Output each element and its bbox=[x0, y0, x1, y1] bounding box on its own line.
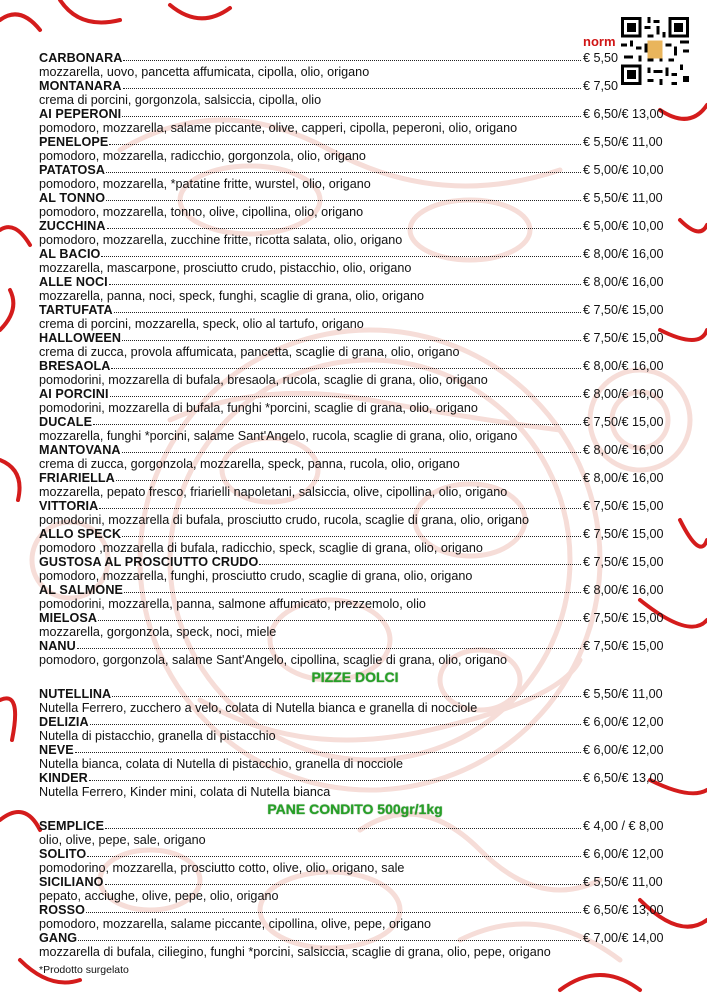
menu-item-name: PENELOPE bbox=[39, 135, 109, 149]
menu-item-row bbox=[39, 415, 671, 429]
menu-item-price: € 5,50/€ 11,00 bbox=[583, 687, 663, 701]
menu-item-row bbox=[39, 331, 671, 345]
menu-item-price: € 8,00/€ 16,00 bbox=[583, 247, 664, 261]
menu-item-price: € 7,50/€ 15,00 bbox=[583, 415, 664, 429]
menu-item bbox=[39, 471, 671, 499]
menu-item-description: mozzarella, pepato fresco, friarielli napoletani, salsiccia, olive, cipollina, olio, origano bbox=[39, 485, 508, 499]
menu-item-price: € 8,00/€ 16,00 bbox=[583, 471, 664, 485]
menu-item-row bbox=[39, 387, 671, 401]
menu-item-name: GANG bbox=[39, 931, 78, 945]
menu-item bbox=[39, 715, 671, 743]
menu-item bbox=[39, 527, 671, 555]
dot-leader bbox=[122, 106, 581, 117]
dot-leader bbox=[105, 874, 581, 885]
menu-item-name: BRESAOLA bbox=[39, 359, 111, 373]
menu-item-description: crema di porcini, mozzarella, speck, olio al tartufo, origano bbox=[39, 317, 364, 331]
menu-item bbox=[39, 107, 671, 135]
menu-item-price: € 5,50/€ 11,00 bbox=[583, 875, 663, 889]
menu-item-name: AL TONNO bbox=[39, 191, 106, 205]
menu-item-description: pomodorini, mozzarella di bufala, bresaola, rucola, scaglie di grana, olio, origano bbox=[39, 373, 488, 387]
menu-item-description: Nutella Ferrero, zucchero a velo, colata di Nutella bianca e granella di nocciole bbox=[39, 701, 478, 715]
menu-item-price: € 8,00/€ 16,00 bbox=[583, 359, 664, 373]
menu-item-description: mozzarella, mascarpone, prosciutto crudo, pistacchio, olio, origano bbox=[39, 261, 412, 275]
menu-item-price: € 8,00/€ 16,00 bbox=[583, 275, 664, 289]
pane-list bbox=[39, 819, 671, 959]
dot-leader bbox=[259, 554, 581, 565]
menu-item-name: SOLITO bbox=[39, 847, 87, 861]
menu-item bbox=[39, 555, 671, 583]
dot-leader bbox=[111, 358, 581, 369]
menu-item-price: € 8,00/€ 16,00 bbox=[583, 443, 664, 457]
footnote: *Prodotto surgelato bbox=[39, 964, 129, 976]
menu-item-price: € 6,00/€ 12,00 bbox=[583, 743, 664, 757]
menu-item-row bbox=[39, 931, 671, 945]
menu-item-price: € 5,00/€ 10,00 bbox=[583, 219, 664, 233]
menu-item-row bbox=[39, 303, 671, 317]
menu-item-name: HALLOWEEN bbox=[39, 331, 122, 345]
menu-item-name: MONTANARA bbox=[39, 79, 122, 93]
menu-item bbox=[39, 743, 671, 771]
menu-item-row bbox=[39, 771, 671, 785]
menu-item-name: ZUCCHINA bbox=[39, 219, 106, 233]
menu-item-name: SEMPLICE bbox=[39, 819, 105, 833]
menu-item-price: € 6,50/€ 13,00 bbox=[583, 107, 664, 121]
menu-item-description: mozzarella, uovo, pancetta affumicata, cipolla, olio, origano bbox=[39, 65, 370, 79]
menu-item-price: € 7,50/€ 15,00 bbox=[583, 555, 664, 569]
menu-item-description: mozzarella di bufala, ciliegino, funghi *porcini, salsiccia, scaglie di grana, olio, pepe, origano bbox=[39, 945, 551, 959]
menu-item-description: pomodoro, mozzarella, radicchio, gorgonzola, olio, origano bbox=[39, 149, 366, 163]
menu-item-row bbox=[39, 107, 671, 121]
menu-item bbox=[39, 163, 671, 191]
dot-leader bbox=[99, 498, 581, 509]
menu-item-row bbox=[39, 191, 671, 205]
menu-item-price: € 4,00 / € 8,00 bbox=[583, 819, 664, 833]
dot-leader bbox=[106, 190, 581, 201]
menu-item-price: € 6,50/€ 13,00 bbox=[583, 771, 664, 785]
menu-item-row bbox=[39, 555, 671, 569]
menu-item bbox=[39, 875, 671, 903]
menu-item bbox=[39, 771, 671, 799]
menu-item-price: € 7,50/€ 15,00 bbox=[583, 639, 664, 653]
menu-item-name: FRIARIELLA bbox=[39, 471, 115, 485]
menu-item-description: crema di zucca, provola affumicata, pancetta, scaglie di grana, olio, origano bbox=[39, 345, 460, 359]
menu-item bbox=[39, 191, 671, 219]
menu-item-description: pepato, acciughe, olive, pepe, olio, origano bbox=[39, 889, 279, 903]
menu-item-row bbox=[39, 163, 671, 177]
menu-item-name: AI PEPERONI bbox=[39, 107, 122, 121]
menu-item bbox=[39, 79, 671, 107]
menu-item-name: NANU bbox=[39, 639, 76, 653]
menu-item-price: € 7,50/€ 15,00 bbox=[583, 527, 664, 541]
menu-item-row bbox=[39, 875, 671, 889]
menu-item bbox=[39, 415, 671, 443]
menu-item-price: € 7,50 bbox=[583, 79, 619, 93]
menu-item-row bbox=[39, 819, 671, 833]
menu-item-row bbox=[39, 275, 671, 289]
menu-item-row bbox=[39, 219, 671, 233]
menu-item-price: € 6,00/€ 12,00 bbox=[583, 715, 664, 729]
menu-item-description: pomodoro, mozzarella, tonno, olive, cipollina, olio, origano bbox=[39, 205, 364, 219]
menu-item-name: ALLO SPECK bbox=[39, 527, 122, 541]
dot-leader bbox=[122, 526, 581, 537]
menu-item-name: NUTELLINA bbox=[39, 687, 112, 701]
dot-leader bbox=[122, 330, 581, 341]
menu-item bbox=[39, 611, 671, 639]
menu-item-description: pomodoro ,mozzarella di bufala, radicchio, speck, scaglie di grana, olio, origano bbox=[39, 541, 483, 555]
menu-item-price: € 7,50/€ 15,00 bbox=[583, 499, 664, 513]
menu-item-description: pomodoro, mozzarella, *patatine fritte, wurstel, olio, origano bbox=[39, 177, 371, 191]
menu-item-row bbox=[39, 79, 671, 93]
dot-leader bbox=[110, 386, 581, 397]
menu-item bbox=[39, 687, 671, 715]
menu-item-description: pomodorini, mozzarella di bufala, funghi *porcini, scaglie di grana, olio, origano bbox=[39, 401, 478, 415]
menu-item-description: pomodoro, mozzarella, salame piccante, olive, capperi, cipolla, peperoni, olio, origano bbox=[39, 121, 518, 135]
menu-item bbox=[39, 275, 671, 303]
dot-leader bbox=[123, 50, 581, 61]
menu-item bbox=[39, 387, 671, 415]
menu-item bbox=[39, 819, 671, 847]
menu bbox=[39, 51, 671, 959]
dot-leader bbox=[109, 274, 581, 285]
menu-item-row bbox=[39, 359, 671, 373]
menu-item bbox=[39, 499, 671, 527]
section-title-dolci: PIZZE DOLCI bbox=[311, 669, 399, 685]
dot-leader bbox=[93, 414, 581, 425]
menu-item-description: Nutella di pistacchio, granella di pistacchio bbox=[39, 729, 276, 743]
menu-item-price: € 8,00/€ 16,00 bbox=[583, 583, 664, 597]
dot-leader bbox=[109, 134, 581, 145]
menu-item bbox=[39, 931, 671, 959]
menu-item-price: € 5,00/€ 10,00 bbox=[583, 163, 664, 177]
menu-item-name: MANTOVANA bbox=[39, 443, 121, 457]
menu-item-name: PATATOSA bbox=[39, 163, 106, 177]
dot-leader bbox=[107, 218, 581, 229]
menu-item-price: € 7,50/€ 15,00 bbox=[583, 303, 664, 317]
menu-item-description: crema di porcini, gorgonzola, salsiccia, cipolla, olio bbox=[39, 93, 322, 107]
menu-item-row bbox=[39, 715, 671, 729]
menu-item-row bbox=[39, 903, 671, 917]
dot-leader bbox=[106, 162, 581, 173]
menu-item-row bbox=[39, 247, 671, 261]
menu-item-name: GUSTOSA AL PROSCIUTTO CRUDO bbox=[39, 555, 259, 569]
menu-item-name: NEVE bbox=[39, 743, 74, 757]
menu-item bbox=[39, 51, 671, 79]
menu-item-name: TARTUFATA bbox=[39, 303, 113, 317]
dot-leader bbox=[122, 442, 581, 453]
dot-leader bbox=[90, 714, 581, 725]
menu-item-name: DELIZIA bbox=[39, 715, 89, 729]
menu-item-description: pomodoro, mozzarella, funghi, prosciutto crudo, scaglie di grana, olio, origano bbox=[39, 569, 473, 583]
menu-item-description: pomodoro, gorgonzola, salame Sant'Angelo, cipollina, scaglie di grana, olio, origano bbox=[39, 653, 507, 667]
menu-item-row bbox=[39, 847, 671, 861]
menu-item-price: € 7,50/€ 15,00 bbox=[583, 611, 664, 625]
dolci-list bbox=[39, 687, 671, 799]
header-label: norm bbox=[583, 34, 616, 49]
menu-item-description: mozzarella, funghi *porcini, salame Sant'Angelo, rucola, scaglie di grana, olio, origano bbox=[39, 429, 518, 443]
menu-item-row bbox=[39, 639, 671, 653]
menu-item-name: ROSSO bbox=[39, 903, 85, 917]
menu-item bbox=[39, 331, 671, 359]
menu-item-name: CARBONARA bbox=[39, 51, 123, 65]
menu-item-price: € 6,50/€ 13,00 bbox=[583, 903, 664, 917]
menu-item-description: Nutella Ferrero, Kinder mini, colata di Nutella bianca bbox=[39, 785, 331, 799]
menu-item-price: € 5,50/€ 11,00 bbox=[583, 191, 663, 205]
dot-leader bbox=[112, 686, 581, 697]
menu-item-description: Nutella bianca, colata di Nutella di pistacchio, granella di nocciole bbox=[39, 757, 404, 771]
pizza-list bbox=[39, 51, 671, 667]
menu-item-row bbox=[39, 527, 671, 541]
dot-leader bbox=[89, 770, 581, 781]
menu-item-name: AL SALMONE bbox=[39, 583, 124, 597]
menu-item-row bbox=[39, 687, 671, 701]
menu-item-name: SICILIANO bbox=[39, 875, 104, 889]
menu-item-description: pomodorini, mozzarella, panna, salmone affumicato, prezzemolo, olio bbox=[39, 597, 426, 611]
menu-item-price: € 5,50 bbox=[583, 51, 619, 65]
menu-item-name: KINDER bbox=[39, 771, 88, 785]
menu-item-row bbox=[39, 743, 671, 757]
menu-item-name: AI PORCINI bbox=[39, 387, 109, 401]
dot-leader bbox=[86, 902, 581, 913]
menu-item-description: pomodoro, mozzarella, zucchine fritte, ricotta salata, olio, origano bbox=[39, 233, 403, 247]
menu-item-description: mozzarella, gorgonzola, speck, noci, miele bbox=[39, 625, 277, 639]
menu-item bbox=[39, 583, 671, 611]
dot-leader bbox=[78, 930, 581, 941]
menu-item-row bbox=[39, 611, 671, 625]
menu-item-description: mozzarella, panna, noci, speck, funghi, scaglie di grana, olio, origano bbox=[39, 289, 425, 303]
dot-leader bbox=[77, 638, 581, 649]
menu-item-row bbox=[39, 443, 671, 457]
menu-item-row bbox=[39, 135, 671, 149]
menu-item-description: pomodorini, mozzarella di bufala, prosciutto crudo, rucola, scaglie di grana, olio, origano bbox=[39, 513, 530, 527]
menu-item bbox=[39, 903, 671, 931]
menu-item bbox=[39, 247, 671, 275]
menu-item-price: € 7,50/€ 15,00 bbox=[583, 331, 664, 345]
menu-item-name: ALLE NOCI bbox=[39, 275, 108, 289]
dot-leader bbox=[114, 302, 581, 313]
menu-item-description: pomodorino, mozzarella, prosciutto cotto, olive, olio, origano, sale bbox=[39, 861, 405, 875]
menu-item-name: VITTORIA bbox=[39, 499, 99, 513]
dot-leader bbox=[75, 742, 581, 753]
menu-item bbox=[39, 359, 671, 387]
menu-item-description: olio, olive, pepe, sale, origano bbox=[39, 833, 206, 847]
menu-item bbox=[39, 443, 671, 471]
menu-item bbox=[39, 135, 671, 163]
dot-leader bbox=[98, 610, 581, 621]
dot-leader bbox=[124, 582, 581, 593]
dot-leader bbox=[87, 846, 581, 857]
menu-item-description: crema di zucca, gorgonzola, mozzarella, speck, panna, rucola, olio, origano bbox=[39, 457, 460, 471]
menu-item-description: pomodoro, mozzarella, salame piccante, cipollina, olive, pepe, origano bbox=[39, 917, 432, 931]
menu-item-price: € 8,00/€ 16,00 bbox=[583, 387, 664, 401]
dot-leader bbox=[123, 78, 581, 89]
menu-item bbox=[39, 847, 671, 875]
menu-item-price: € 5,50/€ 11,00 bbox=[583, 135, 663, 149]
dot-leader bbox=[105, 818, 581, 829]
menu-item-price: € 7,00/€ 14,00 bbox=[583, 931, 664, 945]
section-title-pane: PANE CONDITO 500gr/1kg bbox=[267, 801, 443, 817]
menu-item-row bbox=[39, 51, 671, 65]
menu-item bbox=[39, 303, 671, 331]
menu-item-row bbox=[39, 499, 671, 513]
menu-item-name: MIELOSA bbox=[39, 611, 98, 625]
dot-leader bbox=[101, 246, 581, 257]
menu-item-price: € 6,00/€ 12,00 bbox=[583, 847, 664, 861]
menu-item-row bbox=[39, 471, 671, 485]
menu-item bbox=[39, 219, 671, 247]
qr-code-icon[interactable] bbox=[618, 14, 692, 88]
dot-leader bbox=[116, 470, 581, 481]
menu-item-name: DUCALE bbox=[39, 415, 93, 429]
menu-item-row bbox=[39, 583, 671, 597]
menu-item bbox=[39, 639, 671, 667]
menu-item-name: AL BACIO bbox=[39, 247, 101, 261]
